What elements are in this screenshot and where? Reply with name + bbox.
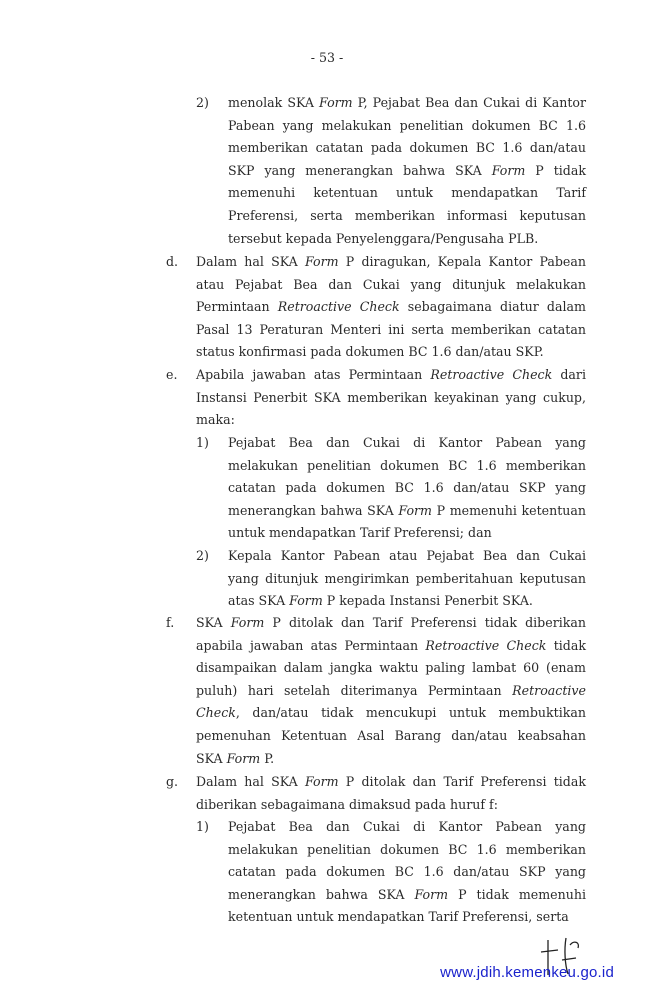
text-line: yang ditunjuk mengirimkan pemberitahuan keputusan bbox=[228, 570, 586, 586]
text-line: SKA Form P. bbox=[196, 750, 275, 766]
text-line: Pejabat Bea dan Cukai di Kantor Pabean yang bbox=[228, 819, 586, 834]
paragraph bbox=[196, 771, 586, 816]
list-item-f bbox=[166, 612, 586, 770]
list-marker: 2) bbox=[196, 95, 209, 110]
text-line: disampaikan dalam jangka waktu paling lambat 60 (enam bbox=[196, 660, 586, 676]
italic-term: Form bbox=[319, 95, 353, 110]
text-line: tersebut kepada Penyelenggara/Pengusaha PLB. bbox=[228, 230, 539, 246]
text-line: menerangkan bahwa SKA Form P tidak memenuhi bbox=[228, 886, 586, 902]
text-line: menolak SKA Form P, Pejabat Bea dan Cukai di Kantor bbox=[228, 95, 586, 110]
italic-term: Form bbox=[230, 615, 265, 630]
text-line: pemenuhan Ketentuan Asal Barang dan/atau keabsahan bbox=[196, 727, 586, 743]
page-number: - 53 - bbox=[310, 50, 344, 65]
list-item-g-1 bbox=[196, 816, 586, 929]
text-line: Preferensi, serta memberikan informasi keputusan bbox=[228, 207, 586, 223]
text-line: SKP yang menerangkan bahwa SKA Form P tidak bbox=[228, 162, 586, 178]
paragraph bbox=[196, 612, 586, 770]
paragraph bbox=[196, 251, 586, 364]
text-line: SKA Form P ditolak dan Tarif Preferensi tidak diberikan bbox=[196, 615, 586, 630]
text-line: ketentuan untuk mendapatkan Tarif Preferensi, serta bbox=[228, 909, 569, 925]
text-line: puluh) hari setelah diterimanya Permintaan Retroactive bbox=[196, 682, 586, 698]
italic-term: Check bbox=[196, 705, 236, 721]
paragraph bbox=[228, 816, 586, 929]
list-marker: 1) bbox=[196, 819, 209, 834]
text-line: Dalam hal SKA Form P diragukan, Kepala Kantor Pabean bbox=[196, 254, 586, 269]
paragraph bbox=[228, 92, 586, 250]
italic-term: Form bbox=[491, 162, 526, 178]
italic-term: Retroactive Check bbox=[277, 299, 400, 315]
paragraph bbox=[196, 364, 586, 432]
italic-term: Form bbox=[398, 502, 432, 518]
text-line: melakukan penelitian dokumen BC 1.6 memberikan bbox=[228, 841, 586, 857]
text-line: Apabila jawaban atas Permintaan Retroactive Check dari bbox=[196, 367, 586, 382]
paragraph bbox=[228, 432, 586, 545]
list-item-g bbox=[166, 771, 586, 816]
text-line: menerangkan bahwa SKA Form P memenuhi ketentuan bbox=[228, 502, 586, 518]
text-line: atau Pejabat Bea dan Cukai yang ditunjuk melakukan bbox=[196, 276, 586, 292]
list-item-d bbox=[166, 251, 586, 364]
text-line: catatan pada dokumen BC 1.6 dan/atau SKP yang bbox=[228, 480, 586, 496]
italic-term: Form bbox=[289, 593, 323, 609]
footer-website-link[interactable]: www.jdih.kemenkeu.go.id bbox=[440, 964, 614, 981]
italic-term: Form bbox=[226, 750, 261, 766]
text-line: Kepala Kantor Pabean atau Pejabat Bea dan Cukai bbox=[228, 548, 586, 563]
list-item-e-1 bbox=[196, 432, 586, 545]
italic-term: Form bbox=[305, 774, 339, 789]
text-line: untuk mendapatkan Tarif Preferensi; dan bbox=[228, 525, 492, 541]
paragraph bbox=[228, 545, 586, 613]
text-line: Instansi Penerbit SKA memberikan keyakinan yang cukup, bbox=[196, 389, 586, 405]
list-item-e-2 bbox=[196, 545, 586, 613]
text-line: Check, dan/atau tidak mencukupi untuk membuktikan bbox=[196, 705, 586, 721]
text-line: memberikan catatan pada dokumen BC 1.6 dan/atau bbox=[228, 140, 586, 156]
list-item-e bbox=[166, 364, 586, 432]
text-line: status konfirmasi pada dokumen BC 1.6 dan/atau SKP. bbox=[196, 344, 544, 360]
italic-term: Retroactive bbox=[512, 682, 586, 698]
list-marker: g. bbox=[166, 774, 179, 789]
list-marker: e. bbox=[166, 367, 178, 382]
text-line: maka: bbox=[196, 412, 235, 428]
list-marker: d. bbox=[166, 254, 179, 269]
list-marker: 2) bbox=[196, 548, 209, 563]
italic-term: Retroactive Check bbox=[425, 637, 547, 653]
text-line: Dalam hal SKA Form P ditolak dan Tarif Preferensi tidak bbox=[196, 774, 586, 789]
text-line: memenuhi ketentuan untuk mendapatkan Tarif bbox=[228, 185, 586, 201]
text-line: apabila jawaban atas Permintaan Retroactive Check tidak bbox=[196, 637, 586, 653]
italic-term: Form bbox=[414, 886, 449, 902]
text-line: atas SKA Form P kepada Instansi Penerbit SKA. bbox=[228, 593, 533, 609]
text-line: Pasal 13 Peraturan Menteri ini serta memberikan catatan bbox=[196, 321, 586, 337]
text-line: catatan pada dokumen BC 1.6 dan/atau SKP yang bbox=[228, 864, 586, 880]
text-line: melakukan penelitian dokumen BC 1.6 memberikan bbox=[228, 457, 586, 473]
text-line: Pabean yang melakukan penelitian dokumen BC 1.6 bbox=[228, 117, 586, 133]
text-line: diberikan sebagaimana dimaksud pada huruf f: bbox=[196, 796, 498, 812]
text-line: Permintaan Retroactive Check sebagaimana diatur dalam bbox=[196, 299, 586, 315]
italic-term: Retroactive Check bbox=[430, 367, 553, 382]
text-line: Pejabat Bea dan Cukai di Kantor Pabean yang bbox=[228, 435, 586, 450]
list-marker: f. bbox=[166, 615, 175, 630]
italic-term: Form bbox=[304, 254, 339, 269]
list-marker: 1) bbox=[196, 435, 209, 450]
list-item-2-continued bbox=[196, 92, 586, 250]
